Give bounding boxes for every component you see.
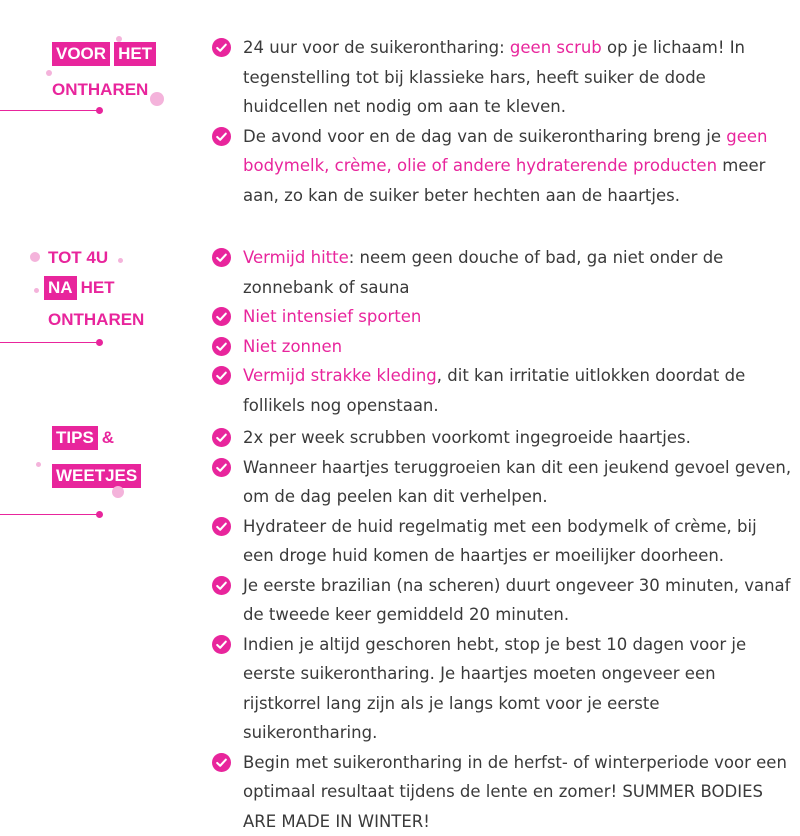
section-label bbox=[0, 32, 200, 172]
bullet-list bbox=[212, 33, 792, 210]
item-text: Begin met suikerontharing in de herfst- of winterperiode voor een optimaal resultaat tijdens de lente en zomer! SUMMER BODIES ARE MADE IN WINTER! bbox=[243, 753, 787, 831]
section-label bbox=[0, 246, 200, 386]
decor-dot bbox=[118, 258, 123, 263]
check-circle-icon bbox=[212, 517, 231, 536]
item-text: , dit kan irritatie uitlokken doordat de follikels nog openstaan. bbox=[243, 366, 745, 415]
item-highlight: geen bodymelk, crème, olie of andere hydraterende producten bbox=[243, 127, 767, 176]
bullet-list bbox=[212, 243, 792, 420]
item-highlight: geen scrub bbox=[510, 38, 602, 57]
decor-dot bbox=[30, 252, 40, 262]
decor-dot bbox=[150, 92, 164, 106]
label-box: VOOR bbox=[52, 42, 110, 66]
item-highlight: Niet intensief sporten bbox=[243, 307, 421, 326]
decor-dot bbox=[116, 36, 122, 42]
decor-dot bbox=[36, 462, 41, 467]
check-circle-icon bbox=[212, 753, 231, 772]
item-highlight: Vermijd hitte bbox=[243, 248, 349, 267]
check-circle-icon bbox=[212, 635, 231, 654]
label-box: NA bbox=[44, 276, 77, 300]
list-item bbox=[212, 630, 792, 748]
check-circle-icon bbox=[212, 337, 231, 356]
section-underline bbox=[0, 514, 100, 515]
decor-dot bbox=[46, 70, 52, 76]
list-item bbox=[212, 748, 792, 836]
section-label bbox=[0, 420, 200, 560]
label-text: HET bbox=[81, 278, 115, 297]
label-box: TIPS bbox=[52, 426, 98, 450]
label-text: ONTHAREN bbox=[52, 80, 148, 99]
list-item bbox=[212, 302, 792, 332]
label-text: & bbox=[102, 428, 114, 447]
item-text: : neem geen douche of bad, ga niet onder de zonnebank of sauna bbox=[243, 248, 723, 297]
check-circle-icon bbox=[212, 576, 231, 595]
item-text: meer aan, zo kan de suiker beter hechten aan de haartjes. bbox=[243, 156, 765, 205]
list-item bbox=[212, 332, 792, 362]
list-item bbox=[212, 423, 792, 453]
check-circle-icon bbox=[212, 38, 231, 57]
item-text: op je lichaam! In tegenstelling tot bij klassieke hars, heeft suiker de dode huidcellen net nodig om aan te kleven. bbox=[243, 38, 745, 116]
section-underline bbox=[0, 342, 100, 343]
check-circle-icon bbox=[212, 366, 231, 385]
item-highlight: Vermijd strakke kleding bbox=[243, 366, 437, 385]
check-circle-icon bbox=[212, 458, 231, 477]
list-item bbox=[212, 33, 792, 122]
item-text: 2x per week scrubben voorkomt ingegroeide haartjes. bbox=[243, 428, 691, 447]
decor-dot bbox=[34, 288, 39, 293]
label-text: TOT 4U bbox=[48, 248, 108, 267]
label-box: HET bbox=[114, 42, 156, 66]
item-text: Wanneer haartjes teruggroeien kan dit een jeukend gevoel geven, om de dag peelen kan dit verhelpen. bbox=[243, 458, 791, 507]
item-text: Hydrateer de huid regelmatig met een bodymelk of crème, bij een droge huid komen de haartjes er moeilijker doorheen. bbox=[243, 517, 757, 566]
check-circle-icon bbox=[212, 307, 231, 326]
list-item bbox=[212, 361, 792, 420]
list-item bbox=[212, 512, 792, 571]
section-underline bbox=[0, 110, 100, 111]
list-item bbox=[212, 571, 792, 630]
decor-dot bbox=[112, 486, 124, 498]
label-box: WEETJES bbox=[52, 464, 141, 488]
item-text: Je eerste brazilian (na scheren) duurt ongeveer 30 minuten, vanaf de tweede keer gemiddeld 20 minuten. bbox=[243, 576, 790, 625]
label-text: ONTHAREN bbox=[48, 310, 144, 329]
check-circle-icon bbox=[212, 428, 231, 447]
list-item bbox=[212, 122, 792, 211]
bullet-list bbox=[212, 423, 792, 836]
list-item bbox=[212, 243, 792, 302]
check-circle-icon bbox=[212, 248, 231, 267]
check-circle-icon bbox=[212, 127, 231, 146]
item-text: 24 uur voor de suikerontharing: bbox=[243, 38, 510, 57]
item-text: Indien je altijd geschoren hebt, stop je best 10 dagen voor je eerste suikerontharing. Je haartjes moeten ongeveer een rijstkorrel lang zijn als je langs komt voor je eerste suikerontharing. bbox=[243, 635, 746, 743]
item-text: De avond voor en de dag van de suikerontharing breng je bbox=[243, 127, 726, 146]
list-item bbox=[212, 453, 792, 512]
item-highlight: Niet zonnen bbox=[243, 337, 342, 356]
